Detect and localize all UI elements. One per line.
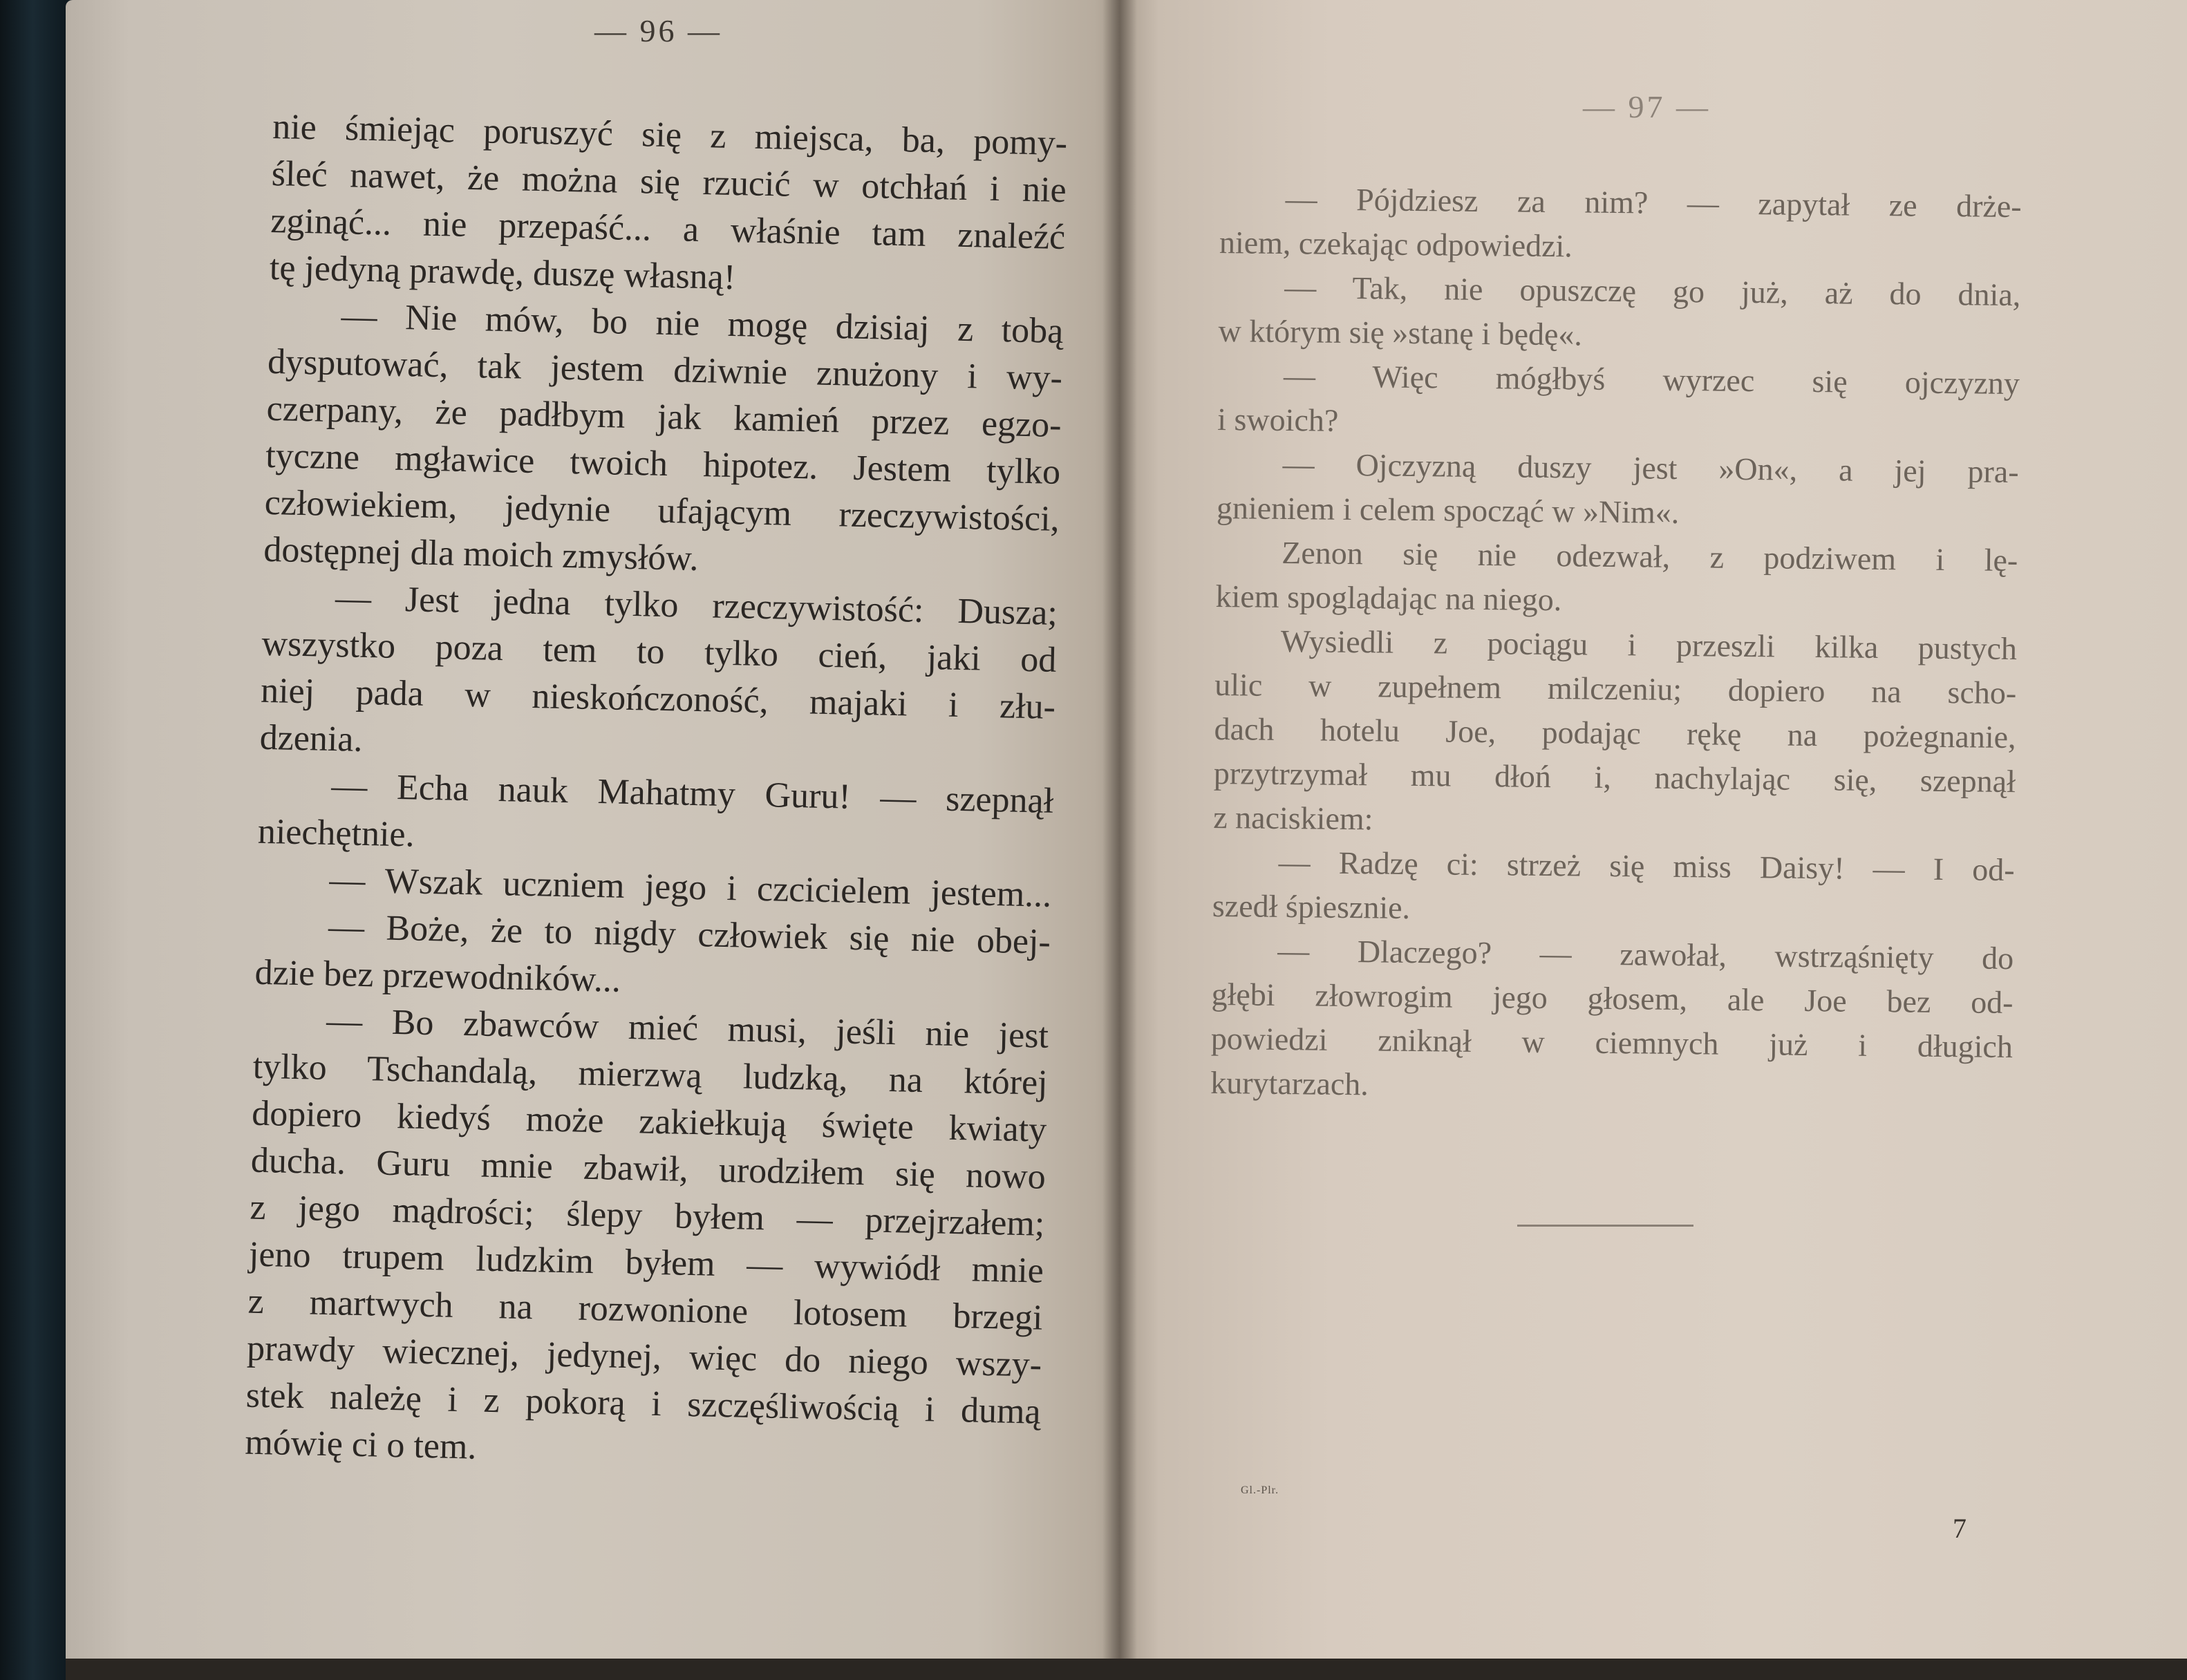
text-line: tylko Tschandalą, mierzwą ludzką, na której (252, 1046, 1049, 1103)
signature-number: 7 (1953, 1513, 1967, 1544)
text-line: śleć nawet, że można się rzucić w otchłań i nie (271, 153, 1067, 211)
section-end-rule (1517, 1225, 1693, 1227)
text-line: jeno trupem ludzkim byłem — wywiódł mnie (248, 1234, 1044, 1291)
text-line: — Tak, nie opuszczę go już, aż do dnia, (1284, 269, 2021, 313)
text-line: czerpany, że padłbym jak kamień przez egzo- (266, 388, 1062, 445)
text-line: człowiekiem, jedynie ufającym rzeczywistości, (264, 482, 1060, 539)
text-line: dysputować, tak jestem dziwnie znużony i wy- (267, 341, 1063, 398)
right-page-text (1210, 176, 2022, 1113)
text-line: zginąć... nie przepaść... a właśnie tam znaleźć (270, 200, 1066, 258)
book-gutter (1102, 0, 1137, 1672)
text-line: — Nie mów, bo nie mogę dzisiaj z tobą (340, 296, 1064, 352)
text-line: niechętnie. (257, 811, 415, 855)
text-line: powiedzi zniknął w ciemnych już i długich (1210, 1020, 2014, 1065)
text-line: z jego mądrości; ślepy byłem — przejrzałem; (249, 1187, 1045, 1244)
text-line: ulic w zupełnem milczeniu; dopiero na scho- (1214, 666, 2017, 711)
text-line: kurytarzach. (1210, 1064, 1369, 1102)
text-line: — Więc mógłbyś wyrzec się ojczyzny (1283, 357, 2020, 402)
text-line: niej pada w nieskończoność, majaki i złu- (260, 670, 1056, 727)
text-line: i swoich? (1217, 401, 1339, 438)
text-line: dzie bez przewodników... (254, 952, 621, 1000)
text-line: w którym się »stanę i będę«. (1218, 312, 1583, 352)
left-page-text (245, 104, 1068, 1483)
text-line: — Dlaczego? — zawołał, wstrząśnięty do (1277, 932, 2014, 976)
text-line: z naciskiem: (1213, 799, 1373, 837)
text-line: gnieniem i celem spocząć w »Nim«. (1216, 489, 1680, 530)
text-line: mówię ci o tem. (244, 1422, 477, 1467)
text-line: ducha. Guru mnie zbawił, urodziłem się nowo (250, 1140, 1046, 1197)
right-page-number: — 97 — (1583, 89, 1711, 124)
page-edge (66, 1659, 2187, 1680)
text-line: — Radzę ci: strzeż się miss Daisy! — I od- (1278, 844, 2015, 888)
text-line: szedł śpiesznie. (1212, 887, 1411, 925)
text-line: — Boże, że to nigdy człowiek się nie obej- (328, 907, 1051, 962)
text-line: kiem spoglądając na niego. (1215, 578, 1562, 618)
text-line: nie śmiejąc poruszyć się z miejsca, ba, pomy- (272, 106, 1068, 164)
text-line: — Echa nauk Mahatmy Guru! — szepnął (330, 766, 1054, 821)
text-line: głębi złowrogim jego głosem, ale Joe bez od- (1211, 976, 2014, 1021)
text-line: tyczne mgławice twoich hipotez. Jestem tylko (265, 435, 1061, 492)
text-line: wszystko poza tem to tylko cień, jaki od (261, 623, 1057, 680)
text-line: prawdy wiecznej, jedynej, więc do niego wszy- (246, 1328, 1042, 1385)
text-line: niem, czekając odpowiedzi. (1219, 224, 1573, 264)
text-line: dzenia. (259, 717, 364, 759)
text-line: przytrzymał mu dłoń i, nachylając się, szepnął (1213, 755, 2016, 800)
text-line: — Pójdziesz za nim? — zapytał ze drże- (1285, 180, 2022, 225)
left-page-number: — 96 — (594, 13, 722, 48)
text-line: tę jedyną prawdę, duszę własną! (269, 247, 736, 298)
text-line: dach hotelu Joe, podając rękę na pożegnanie, (1214, 710, 2016, 755)
text-line: dopiero kiedyś może zakiełkują święte kwiaty (251, 1093, 1047, 1150)
text-line: — Ojczyzną duszy jest »On«, a jej pra- (1282, 446, 2019, 490)
printer-mark: Gl.-Plr. (1241, 1484, 1279, 1496)
text-line: Wysiedli z pociągu i przeszli kilka pustych (1280, 623, 2018, 667)
text-line: Zenon się nie odezwał, z podziwem i lę- (1282, 534, 2018, 578)
text-line: — Jest jedna tylko rzeczywistość: Dusza; (335, 578, 1058, 633)
text-line: dostępnej dla moich zmysłów. (263, 529, 700, 579)
text-line: z martwych na rozwonione lotosem brzegi (247, 1281, 1044, 1338)
text-line: — Wszak uczniem jego i czcicielem jestem... (328, 860, 1052, 915)
text-line: — Bo zbawców mieć musi, jeśli nie jest (326, 1001, 1049, 1056)
text-line: stek należę i z pokorą i szczęśliwością i dumą (245, 1375, 1042, 1432)
